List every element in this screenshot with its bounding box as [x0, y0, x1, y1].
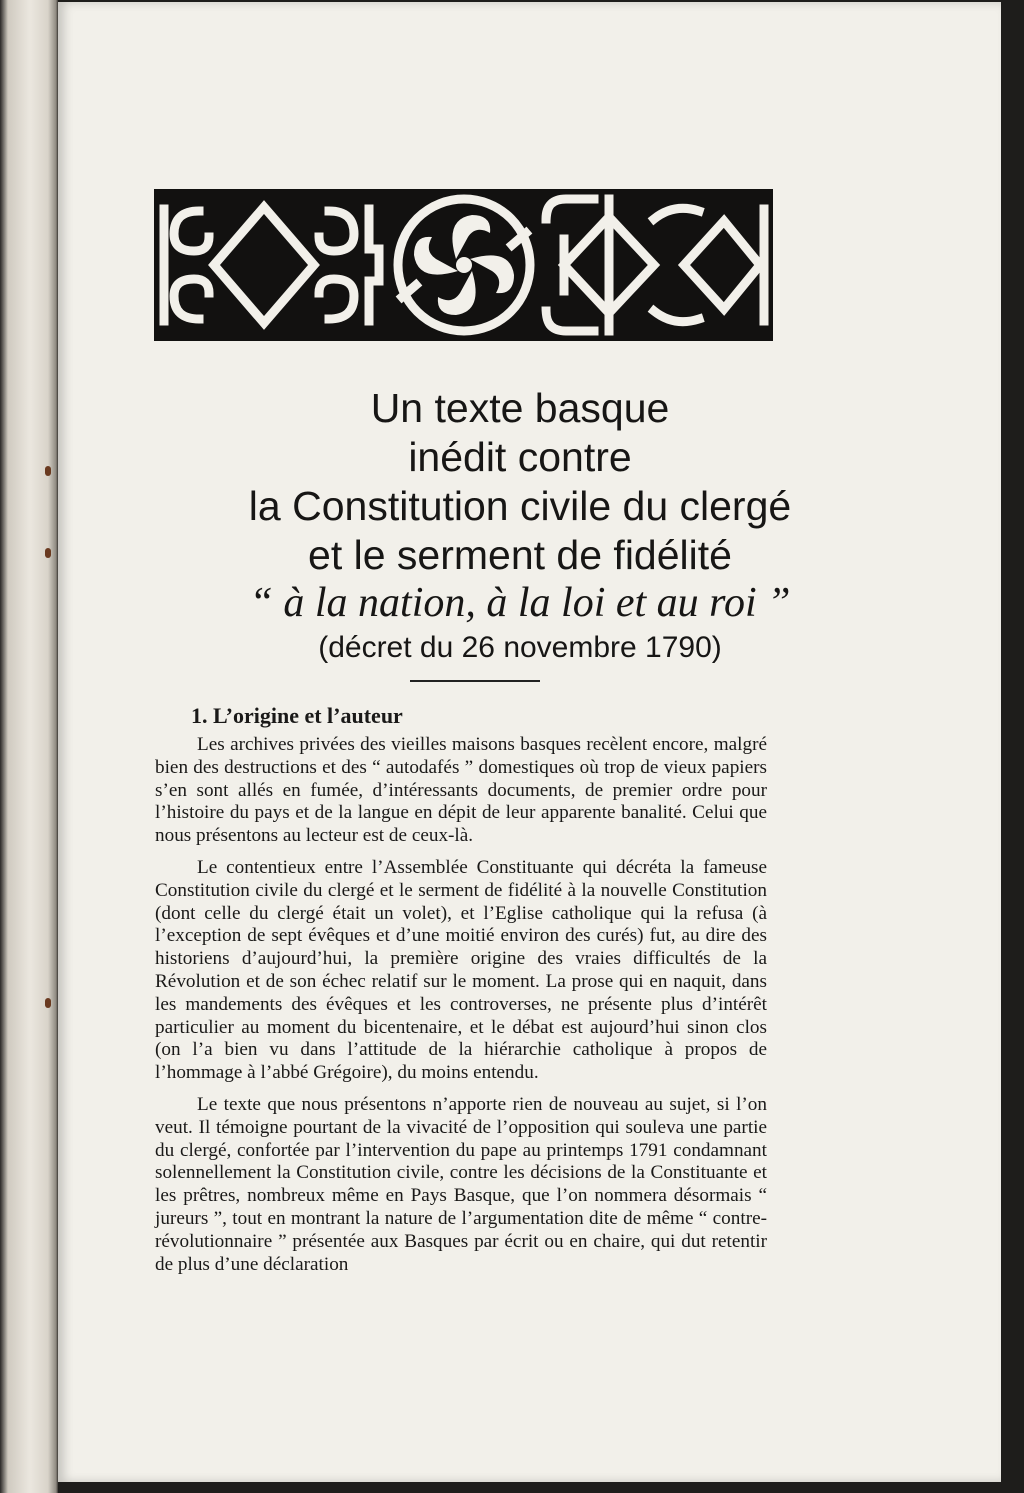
title-line-3: la Constitution civile du clergé — [248, 483, 792, 529]
book-spine — [0, 0, 58, 1493]
staple — [45, 548, 51, 558]
lauburu-ornament-icon — [154, 189, 773, 341]
paragraph: Le contentieux entre l’Assemblée Constituante qui décréta la fameuse Constitution civile du clergé et le serment de fidélité à la nouvelle Constitution (dont celle du clergé était un volet), et l’Eglise catholique qui la refusa (à l’exception de sept évêques et d’une moitié environ des curés) fut, au dire des historiens d’aujourd’hui, la première origine des vraies difficultés de la Révolution et de son échec relatif sur le moment. La prose qui en naquit, dans les mandements des évêques et les controverses, ne présente plus d’intérêt particulier au moment du bicentenaire, et le débat est aujourd’hui sinon clos (on l’a bien vu dans l’attitude de la hiérarchie catholique à propos de l’hommage à l’abbé Grégoire), du moins entendu. — [155, 856, 767, 1084]
title-decret: (décret du 26 novembre 1790) — [318, 631, 722, 664]
paragraph: Les archives privées des vieilles maisons basques recèlent encore, malgré bien des destructions et des “ autodafés ” domestiques où trop de vieux papiers s’en sont allés en fumée, d’intéressants documents, de premier ordre pour l’histoire du pays et de la langue en dépit de leur apparente banalité. Celui que nous présentons au lecteur est de ceux-là. — [155, 734, 767, 847]
lauburu-banner-icon — [154, 189, 773, 341]
article-body — [155, 702, 767, 1285]
title-line-4: et le serment de fidélité — [308, 532, 732, 578]
staple — [45, 466, 51, 476]
article-title — [140, 384, 900, 670]
section-heading: 1. L’origine et l’auteur — [191, 703, 403, 728]
staple — [45, 998, 51, 1008]
title-line-1: Un texte basque — [370, 385, 670, 431]
paragraph: Le texte que nous présentons n’apporte rien de nouveau au sujet, si l’on veut. Il témoigne pourtant de la vivacité de l’opposition qui souleva une partie du clergé, confortée par l’intervention du pape au printemps 1791 condamnant solennellement la Constitution civile, contre les décisions de la Constituante et les prêtres, nombreux même en Pays Basque, que l’on nommera désormais “ jureurs ”, tout en montrant la nature de l’argumentation dite de même “ contre-révolutionnaire ” présentée aux Basques par écrit ou en chaire, qui dut retentir de plus d’une déclaration — [155, 1093, 767, 1275]
title-divider — [410, 680, 540, 682]
title-line-2: inédit contre — [408, 434, 632, 480]
title-quote: “ à la nation, à la loi et au roi ” — [249, 580, 791, 626]
